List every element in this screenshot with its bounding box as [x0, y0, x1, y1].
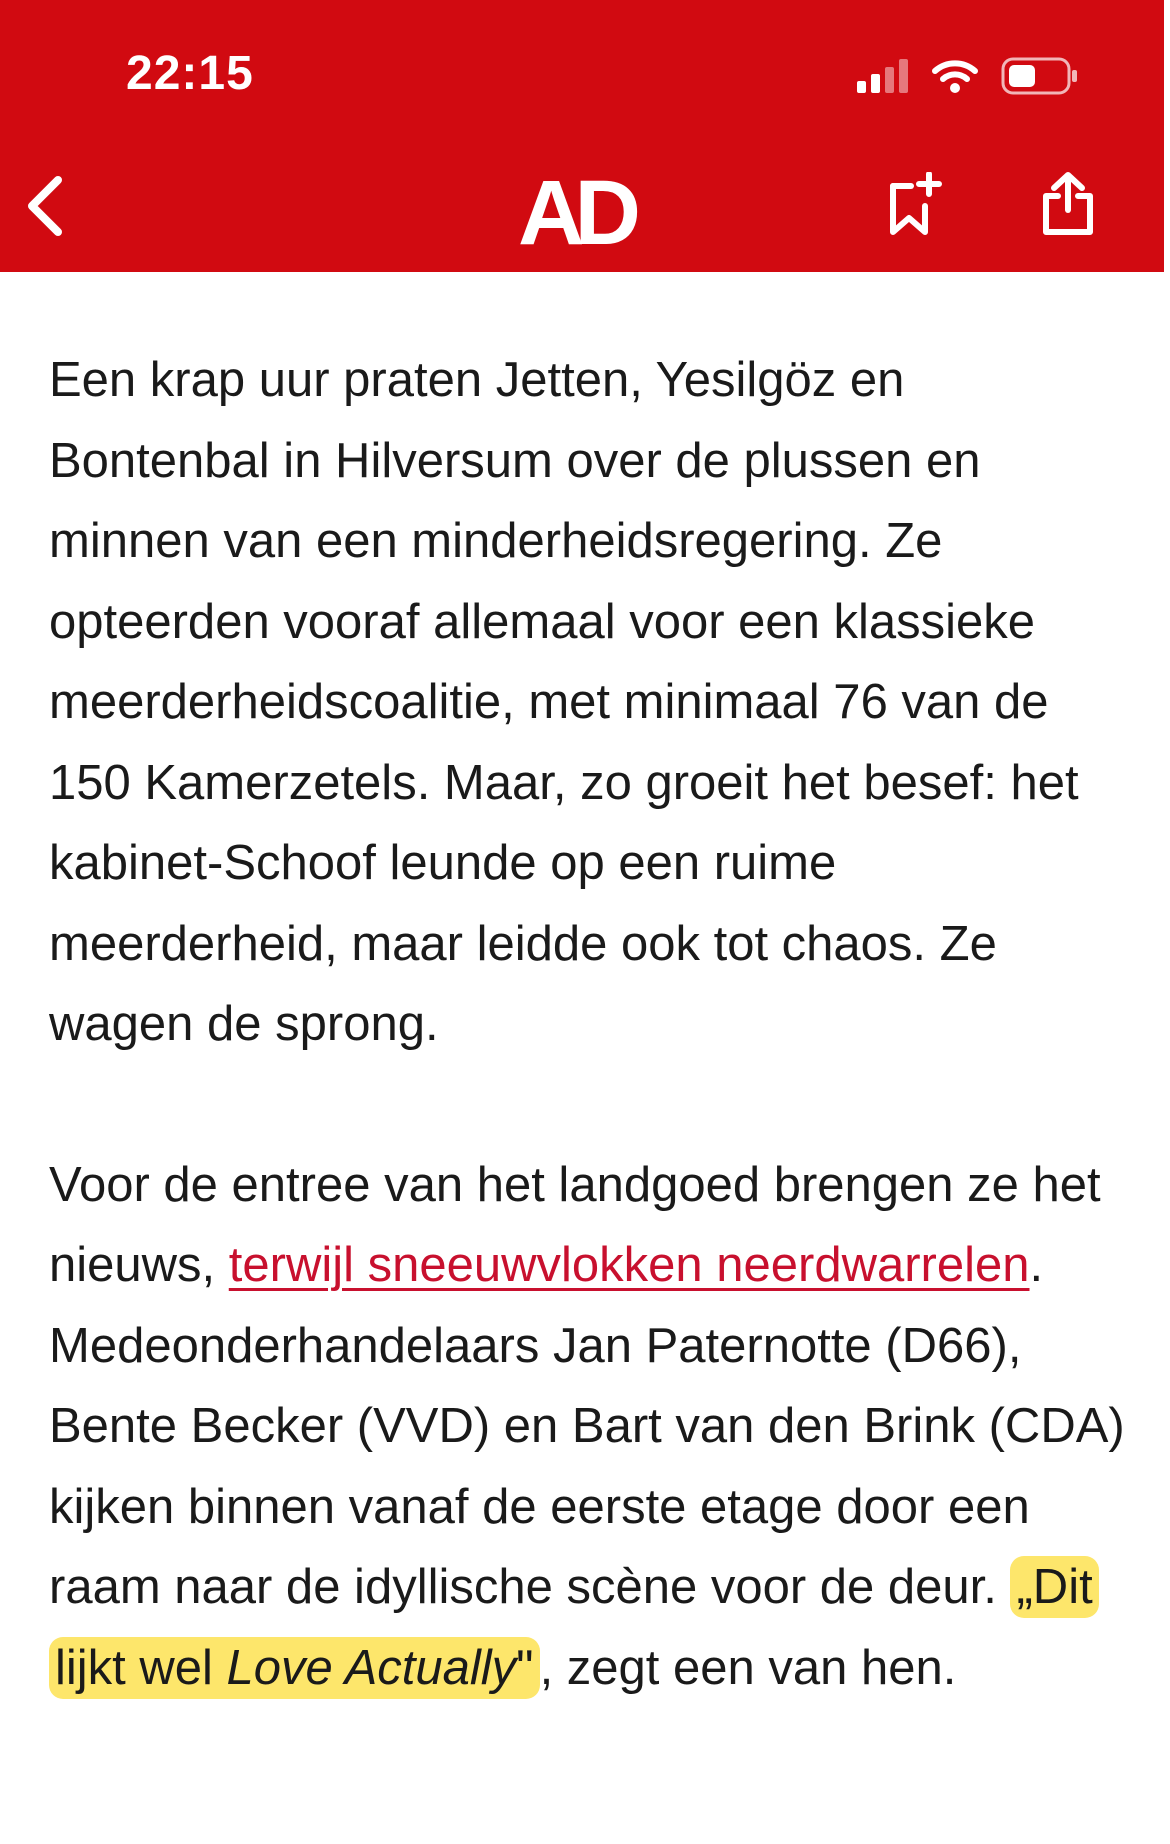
- quote-start: „Dit lijkt wel: [55, 1560, 1093, 1695]
- ad-logo: [518, 170, 648, 252]
- back-chevron-icon[interactable]: [18, 170, 78, 242]
- quote-end: ": [516, 1640, 534, 1695]
- article-paragraph-1: Een krap uur praten Jetten, Yesilgöz en Bontenbal in Hilversum over de plussen en minnen van een minderheidsregering. Ze opteerden vooraf allemaal voor een klassieke meerderheidscoalitie, met minimaal 76 van de 150 Kamerzetels. Maar, zo groeit het besef: het kabinet-Schoof leunde op een ruime meerderheid, maar leidde ook tot chaos. Ze wagen de sprong.: [49, 353, 1079, 1051]
- quote-italic: Love Actually: [226, 1640, 517, 1695]
- battery-icon: [1001, 57, 1079, 95]
- status-icons: [857, 56, 1079, 96]
- bookmark-add-icon[interactable]: [885, 172, 945, 238]
- wifi-icon: [931, 58, 979, 94]
- article-body: [49, 340, 1129, 1708]
- paragraph-2-text-end: , zegt een van hen.: [539, 1640, 957, 1695]
- article-paragraph-2: [49, 1145, 1129, 1709]
- article-link[interactable]: terwijl sneeuwvlokken neerdwarrelen: [228, 1238, 1030, 1292]
- share-icon[interactable]: [1040, 172, 1096, 236]
- paragraph-2-text-start: Voor de entree van het landgoed brengen ze het nieuws,: [49, 1157, 1101, 1292]
- app-header: [0, 0, 1164, 272]
- signal-icon: [857, 59, 909, 93]
- status-time: 22:15: [126, 47, 254, 100]
- paragraph-2-text-middle: . Medeonderhandelaars Jan Paternotte (D66), Bente Becker (VVD) en Bart van den Brink (CDA) kijken binnen vanaf de eerste etage door een raam naar de idyllische scène voor de deur.: [49, 1238, 1125, 1614]
- svg-text:AD: AD: [518, 170, 631, 252]
